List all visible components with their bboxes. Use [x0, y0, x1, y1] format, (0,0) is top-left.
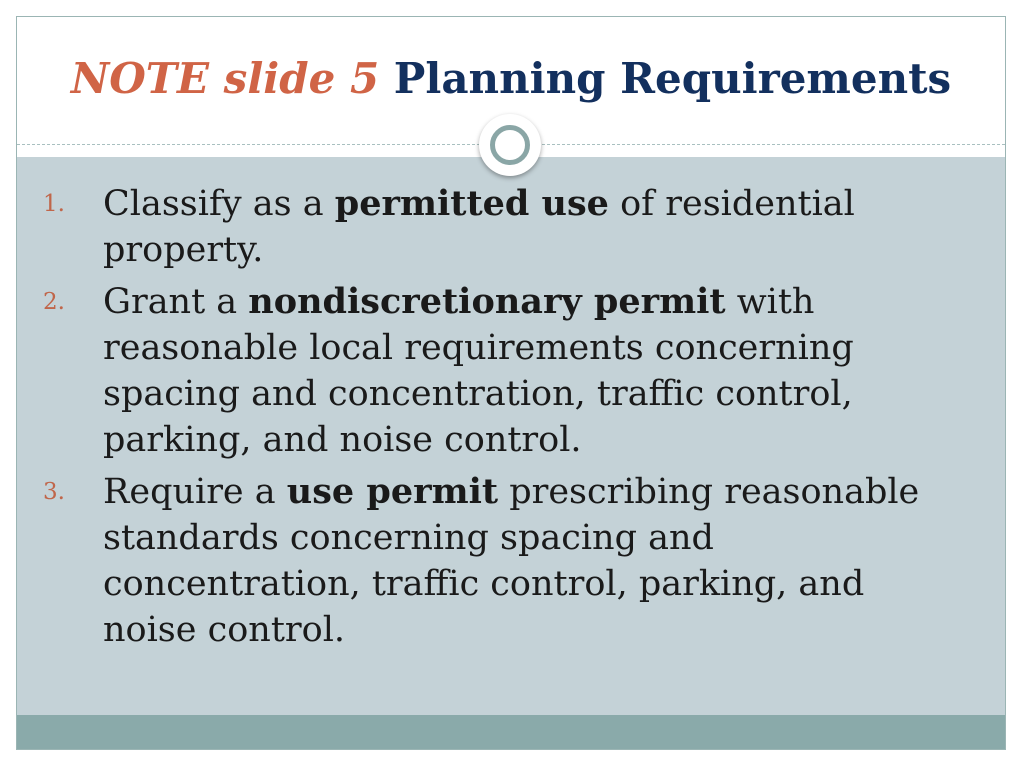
title-note: NOTE slide 5 — [70, 54, 380, 103]
item-text-pre: Grant a — [103, 282, 249, 322]
ring-ornament-inner — [490, 125, 530, 165]
title-main: Planning Requirements — [393, 54, 952, 103]
slide-title — [17, 51, 1005, 107]
list-item — [43, 469, 943, 653]
item-text-bold: nondiscretionary permit — [248, 281, 726, 322]
slide — [16, 16, 1006, 750]
item-text-post: of residential property. — [103, 184, 855, 270]
item-text-post: prescribing reasonable standards concerning spacing and concentration, traffic control, parking, and noise control. — [103, 472, 920, 650]
item-text-post: with reasonable local requirements concerning spacing and concentration, traffic control, parking, and noise control. — [103, 282, 854, 460]
item-text-bold: use permit — [286, 471, 499, 512]
item-text-bold: permitted use — [334, 183, 609, 224]
requirements-list — [43, 181, 943, 659]
item-text-pre: Classify as a — [103, 184, 335, 224]
footer-bar — [17, 715, 1005, 749]
list-number: 3. — [43, 479, 65, 505]
item-text-pre: Require a — [103, 472, 287, 512]
list-item — [43, 279, 943, 463]
list-number: 1. — [43, 191, 65, 217]
list-number: 2. — [43, 289, 65, 315]
list-item — [43, 181, 943, 273]
ring-ornament-icon — [479, 114, 541, 176]
